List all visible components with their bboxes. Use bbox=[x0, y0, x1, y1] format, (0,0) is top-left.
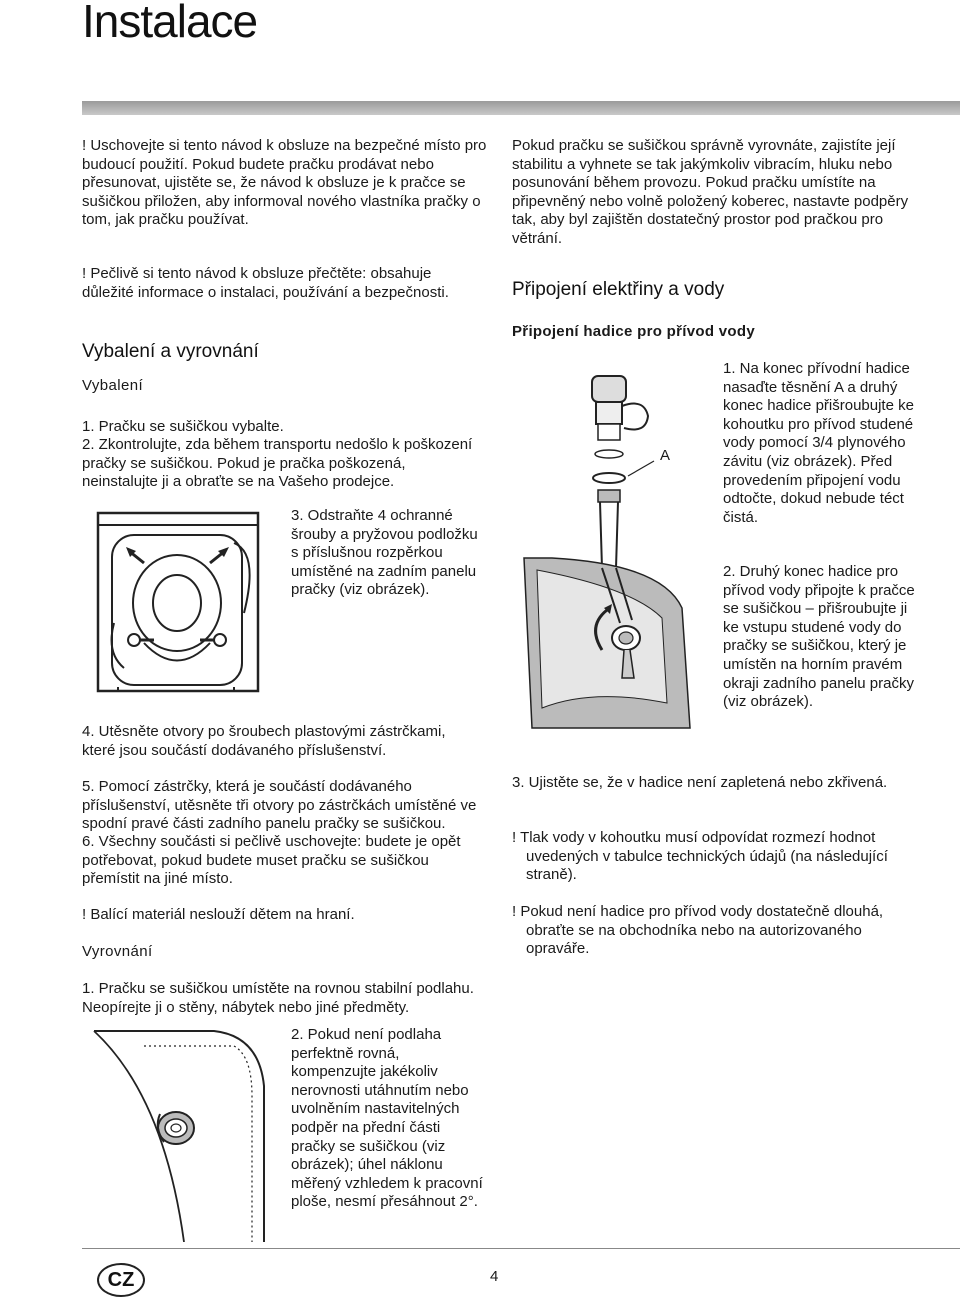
heading-unpack-level: Vybalení a vyrovnání bbox=[82, 341, 259, 362]
level-step-1: 1. Pračku se sušičkou umístěte na rovnou stabilní podlahu. Neopírejte ji o stěny, nábytek nebo jiné předměty. bbox=[82, 980, 474, 1016]
note-water-pressure: ! Tlak vody v kohoutku musí odpovídat rozmezí hodnot uvedených v tabulce technických údajů (na následující straně). bbox=[512, 829, 888, 884]
page-title: Instalace bbox=[82, 0, 258, 47]
foot-adjust-illustration bbox=[84, 1026, 279, 1242]
title-rule bbox=[82, 101, 960, 115]
page-number: 4 bbox=[490, 1268, 499, 1285]
country-badge: CZ bbox=[97, 1263, 145, 1297]
hose-step-2: 2. Druhý konec hadice pro přívod vody připojte k pračce se sušičkou – přišroubujte ji ke vstupu studené vody do pračky se sušičkou, který je umístěn na horním pravém okraji zadního panelu pračky (viz obrázek). bbox=[723, 563, 915, 711]
unpack-step-4: 4. Utěsněte otvory po šroubech plastovými zástrčkami, které jsou součástí dodávaného příslušenství. bbox=[82, 723, 446, 759]
unpack-step-1: 1. Pračku se sušičkou vybalte. bbox=[82, 418, 284, 435]
intro-stability: Pokud pračku se sušičkou správně vyrovnáte, zajistíte její stabilitu a vyhnete se tak jakýmkoliv vibracím, hluku nebo posunování během provozu. Pokud pračku umístíte na připevněný nebo volně položený koberec, nastavte podpěry tak, aby byl zajištěn dostatečný prostor pod pračkou pro větrání. bbox=[512, 137, 909, 247]
heading-connect: Připojení elektřiny a vody bbox=[512, 279, 725, 300]
note-packaging: ! Balící materiál neslouží dětem na hraní. bbox=[82, 906, 355, 923]
heading-hose: Připojení hadice pro přívod vody bbox=[512, 323, 755, 340]
note-keep-manual: ! Uschovejte si tento návod k obsluze na bezpečné místo pro budoucí použití. Pokud budete pračku prodávat nebo přesunovat, ujistěte se, že návod k obsluze je k pračce se sušičkou přiložen, aby informoval nového vlastníka pračky o tom, jak pračku používat. bbox=[82, 137, 487, 229]
heading-unpack: Vybalení bbox=[82, 377, 144, 394]
footer-rule bbox=[82, 1248, 960, 1249]
heading-level: Vyrovnání bbox=[82, 943, 153, 960]
label-gasket-a: A bbox=[660, 447, 671, 464]
unpack-step-5: 5. Pomocí zástrčky, která je součástí dodávaného příslušenství, utěsněte tři otvory po zástrčkách umístěné ve spodní pravé části zadního panelu pračky se sušičkou. bbox=[82, 778, 477, 833]
note-read-manual: ! Pečlivě si tento návod k obsluze přečtěte: obsahuje důležité informace o instalaci, používání a bezpečnosti. bbox=[82, 265, 449, 301]
hose-tap-illustration bbox=[512, 358, 712, 738]
level-step-2: 2. Pokud není podlaha perfektně rovná, kompenzujte jakékoliv nerovnosti utáhnutím nebo uvolněním nastavitelných podpěr na přední části pračky se sušičkou (viz obrázek); úhel náklonu měřený vzhledem k pracovní ploše, nesmí přesáhnout 2°. bbox=[291, 1026, 483, 1211]
hose-step-3: 3. Ujistěte se, že v hadice není zapletená nebo zkřivená. bbox=[512, 774, 888, 791]
note-hose-length: ! Pokud není hadice pro přívod vody dostatečně dlouhá, obraťte se na obchodníka nebo na autorizovaného opraváře. bbox=[512, 903, 884, 958]
unpack-step-2: 2. Zkontrolujte, zda během transportu nedošlo k poškození pračky se sušičkou. Pokud je pračka poškozená, neinstalujte ji a obraťte se na Vašeho prodejce. bbox=[82, 436, 473, 491]
unpack-step-6: 6. Všechny součásti si pečlivě uschovejte: budete je opět potřebovat, pokud budete muset pračku se sušičkou přemístit na jiné místo. bbox=[82, 833, 461, 888]
unpack-step-3: 3. Odstraňte 4 ochranné šrouby a pryžovou podložku s příslušnou rozpěrkou umístěné na zadním panelu pračky (viz obrázek). bbox=[291, 507, 478, 599]
washer-back-illustration bbox=[84, 503, 284, 693]
hose-step-1: 1. Na konec přívodní hadice nasaďte těsnění A a druhý konec hadice přišroubujte ke kohoutku pro přívod studené vody pomocí 3/4 plynového závitu (viz obrázek). Před provedením připojení vodu odtočte, dokud nebude téct čistá. bbox=[723, 360, 914, 526]
